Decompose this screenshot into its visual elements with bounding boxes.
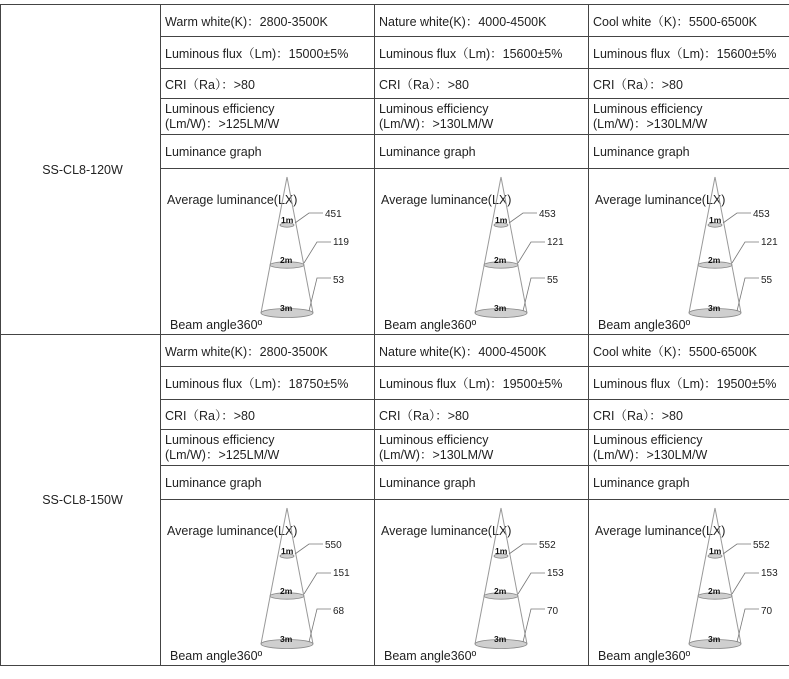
leader-line bbox=[723, 213, 751, 223]
distance-label: 3m bbox=[280, 303, 293, 313]
flux-cell-cool: Luminous flux（Lm)：19500±5% bbox=[589, 367, 789, 400]
flux-cell-warm: Luminous flux（Lm)：15000±5% bbox=[161, 37, 375, 69]
efficiency-label: Luminous efficiency bbox=[165, 101, 275, 116]
efficiency-label: Luminous efficiency bbox=[165, 432, 275, 447]
cct-cell-warm: Warm white(K)：2800-3500K bbox=[161, 5, 375, 37]
distance-label: 3m bbox=[494, 634, 507, 644]
luminance-cone-diagram bbox=[689, 177, 789, 327]
beam-angle-label: Beam angle360º bbox=[170, 649, 263, 663]
leader-line bbox=[509, 213, 537, 223]
luminance-cone-diagram bbox=[261, 508, 375, 658]
lux-value: 453 bbox=[753, 209, 770, 220]
distance-label: 1m bbox=[281, 546, 294, 556]
distance-label: 2m bbox=[494, 586, 507, 596]
cri-cell-warm: CRI（Ra）：>80 bbox=[161, 400, 375, 430]
lux-value: 552 bbox=[753, 540, 770, 551]
lux-value: 451 bbox=[325, 209, 342, 220]
distance-label: 2m bbox=[280, 586, 293, 596]
model-name: SS-CL8-120W bbox=[1, 5, 161, 335]
leader-line bbox=[295, 544, 323, 554]
lux-value: 453 bbox=[539, 209, 556, 220]
efficiency-cell-nature bbox=[375, 99, 589, 135]
cct-cell-nature: Nature white(K)：4000-4500K bbox=[375, 5, 589, 37]
distance-label: 2m bbox=[494, 255, 507, 265]
cri-cell-warm: CRI（Ra）：>80 bbox=[161, 69, 375, 99]
spec-table bbox=[0, 4, 789, 666]
luminance-cone-diagram bbox=[475, 177, 589, 327]
distance-label: 1m bbox=[495, 546, 508, 556]
leader-line bbox=[304, 573, 331, 594]
spec-row-cct bbox=[1, 5, 789, 37]
distance-label: 1m bbox=[709, 215, 722, 225]
efficiency-value: (Lm/W)：>125LM/W bbox=[165, 447, 280, 462]
graph_label-cell-nature: Luminance graph bbox=[375, 135, 589, 169]
cri-cell-nature: CRI（Ra）：>80 bbox=[375, 400, 589, 430]
cone-edge-right bbox=[715, 508, 741, 644]
model-name: SS-CL8-150W bbox=[1, 335, 161, 666]
efficiency-label: Luminous efficiency bbox=[379, 101, 489, 116]
graph_label-cell-cool: Luminance graph bbox=[589, 135, 789, 169]
lux-value: 68 bbox=[333, 606, 345, 617]
luminance-cone-diagram bbox=[261, 177, 375, 327]
average-luminance-label: Average luminance(LX) bbox=[381, 524, 512, 538]
flux-cell-warm: Luminous flux（Lm)：18750±5% bbox=[161, 367, 375, 400]
leader-line bbox=[737, 609, 759, 642]
lux-value: 153 bbox=[761, 568, 778, 579]
cone-edge-left bbox=[261, 177, 287, 313]
lux-value: 70 bbox=[547, 606, 559, 617]
leader-line bbox=[509, 544, 537, 554]
distance-label: 1m bbox=[709, 546, 722, 556]
efficiency-value: (Lm/W)：>125LM/W bbox=[165, 116, 280, 131]
cone-edge-right bbox=[715, 177, 741, 313]
distance-label: 1m bbox=[281, 215, 294, 225]
beam-angle-label: Beam angle360º bbox=[170, 318, 263, 332]
leader-line bbox=[737, 278, 759, 311]
beam-angle-label: Beam angle360º bbox=[384, 318, 477, 332]
graph_label-cell-warm: Luminance graph bbox=[161, 466, 375, 500]
lux-value: 55 bbox=[547, 275, 559, 286]
distance-label: 3m bbox=[280, 634, 293, 644]
leader-line bbox=[304, 242, 331, 263]
leader-line bbox=[523, 609, 545, 642]
efficiency-cell-warm bbox=[161, 99, 375, 135]
lux-value: 151 bbox=[333, 568, 350, 579]
cct-cell-cool: Cool white（K)：5500-6500K bbox=[589, 335, 789, 367]
luminance-graph-cell-cool bbox=[589, 500, 789, 666]
efficiency-value: (Lm/W)：>130LM/W bbox=[593, 116, 708, 131]
luminance-graph-cell-warm bbox=[161, 500, 375, 666]
graph_label-cell-cool: Luminance graph bbox=[589, 466, 789, 500]
efficiency-value: (Lm/W)：>130LM/W bbox=[379, 447, 494, 462]
distance-label: 2m bbox=[280, 255, 293, 265]
spec-row-cct bbox=[1, 335, 789, 367]
leader-line bbox=[723, 544, 751, 554]
average-luminance-label: Average luminance(LX) bbox=[595, 193, 726, 207]
luminance-graph-cell-cool bbox=[589, 169, 789, 335]
distance-label: 3m bbox=[494, 303, 507, 313]
cct-cell-warm: Warm white(K)：2800-3500K bbox=[161, 335, 375, 367]
lux-value: 550 bbox=[325, 540, 342, 551]
efficiency-label: Luminous efficiency bbox=[379, 432, 489, 447]
cri-cell-cool: CRI（Ra）：>80 bbox=[589, 69, 789, 99]
efficiency-value: (Lm/W)：>130LM/W bbox=[593, 447, 708, 462]
distance-label: 1m bbox=[495, 215, 508, 225]
luminance-cone-diagram bbox=[689, 508, 789, 658]
cone-edge-left bbox=[475, 508, 501, 644]
beam-angle-label: Beam angle360º bbox=[598, 318, 691, 332]
graph_label-cell-warm: Luminance graph bbox=[161, 135, 375, 169]
flux-cell-cool: Luminous flux（Lm)：15600±5% bbox=[589, 37, 789, 69]
cone-edge-left bbox=[689, 177, 715, 313]
lux-value: 55 bbox=[761, 275, 773, 286]
lux-value: 121 bbox=[761, 237, 778, 248]
cct-cell-nature: Nature white(K)：4000-4500K bbox=[375, 335, 589, 367]
lux-value: 70 bbox=[761, 606, 773, 617]
leader-line bbox=[518, 573, 545, 594]
beam-angle-label: Beam angle360º bbox=[598, 649, 691, 663]
average-luminance-label: Average luminance(LX) bbox=[167, 193, 298, 207]
lux-value: 153 bbox=[547, 568, 564, 579]
cone-edge-left bbox=[261, 508, 287, 644]
cone-edge-right bbox=[287, 508, 313, 644]
cone-edge-left bbox=[475, 177, 501, 313]
luminance-graph-cell-nature bbox=[375, 500, 589, 666]
leader-line bbox=[295, 213, 323, 223]
lux-value: 121 bbox=[547, 237, 564, 248]
cri-cell-nature: CRI（Ra）：>80 bbox=[375, 69, 589, 99]
efficiency-value: (Lm/W)：>130LM/W bbox=[379, 116, 494, 131]
efficiency-cell-cool bbox=[589, 99, 789, 135]
lux-value: 552 bbox=[539, 540, 556, 551]
leader-line bbox=[523, 278, 545, 311]
distance-label: 2m bbox=[708, 586, 721, 596]
efficiency-label: Luminous efficiency bbox=[593, 432, 703, 447]
cone-edge-right bbox=[501, 177, 527, 313]
efficiency-cell-nature bbox=[375, 430, 589, 466]
cri-cell-cool: CRI（Ra）：>80 bbox=[589, 400, 789, 430]
leader-line bbox=[732, 242, 759, 263]
distance-label: 2m bbox=[708, 255, 721, 265]
efficiency-cell-cool bbox=[589, 430, 789, 466]
distance-label: 3m bbox=[708, 303, 721, 313]
graph_label-cell-nature: Luminance graph bbox=[375, 466, 589, 500]
leader-line bbox=[732, 573, 759, 594]
average-luminance-label: Average luminance(LX) bbox=[167, 524, 298, 538]
lux-value: 119 bbox=[333, 237, 349, 248]
leader-line bbox=[518, 242, 545, 263]
cone-edge-right bbox=[287, 177, 313, 313]
cone-edge-left bbox=[689, 508, 715, 644]
lux-value: 53 bbox=[333, 275, 345, 286]
efficiency-cell-warm bbox=[161, 430, 375, 466]
average-luminance-label: Average luminance(LX) bbox=[595, 524, 726, 538]
beam-angle-label: Beam angle360º bbox=[384, 649, 477, 663]
luminance-graph-cell-warm bbox=[161, 169, 375, 335]
distance-label: 3m bbox=[708, 634, 721, 644]
efficiency-label: Luminous efficiency bbox=[593, 101, 703, 116]
flux-cell-nature: Luminous flux（Lm)：19500±5% bbox=[375, 367, 589, 400]
leader-line bbox=[309, 278, 331, 311]
luminance-cone-diagram bbox=[475, 508, 589, 658]
cct-cell-cool: Cool white（K)：5500-6500K bbox=[589, 5, 789, 37]
luminance-graph-cell-nature bbox=[375, 169, 589, 335]
average-luminance-label: Average luminance(LX) bbox=[381, 193, 512, 207]
cone-edge-right bbox=[501, 508, 527, 644]
leader-line bbox=[309, 609, 331, 642]
flux-cell-nature: Luminous flux（Lm)：15600±5% bbox=[375, 37, 589, 69]
